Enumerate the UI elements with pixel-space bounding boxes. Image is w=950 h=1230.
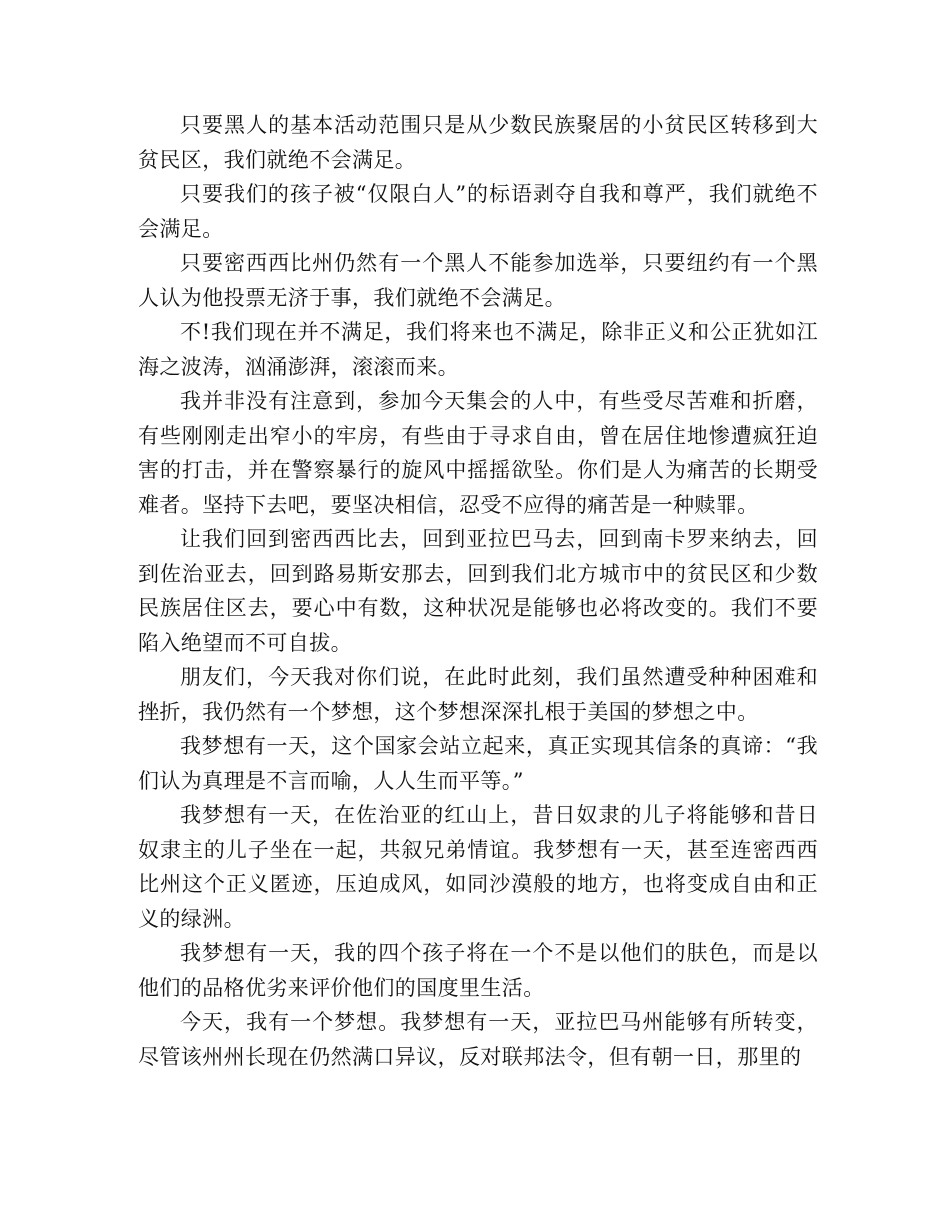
paragraph: 朋友们，今天我对你们说，在此时此刻，我们虽然遭受种种困难和挫折，我仍然有一个梦想，这个梦想深深扎根于美国的梦想之中。 bbox=[138, 665, 818, 724]
document-body bbox=[138, 108, 818, 1074]
paragraph: 不!我们现在并不满足，我们将来也不满足，除非正义和公正犹如江海之波涛，汹涌澎湃，滚滚而来。 bbox=[138, 320, 818, 379]
paragraph: 让我们回到密西西比去，回到亚拉巴马去，回到南卡罗来纳去，回到佐治亚去，回到路易斯安那去，回到我们北方城市中的贫民区和少数民族居住区去，要心中有数，这种状况是能够也必将改变的。我们不要陷入绝望而不可自拔。 bbox=[138, 527, 818, 655]
paragraph: 只要黑人的基本活动范围只是从少数民族聚居的小贫民区转移到大贫民区，我们就绝不会满足。 bbox=[138, 113, 818, 172]
paragraph: 我梦想有一天，这个国家会站立起来，真正实现其信条的真谛：“我们认为真理是不言而喻，人人生而平等。” bbox=[138, 734, 818, 793]
paragraph: 我梦想有一天，我的四个孩子将在一个不是以他们的肤色，而是以他们的品格优劣来评价他们的国度里生活。 bbox=[138, 941, 818, 1000]
paragraph: 今天，我有一个梦想。我梦想有一天，亚拉巴马州能够有所转变，尽管该州州长现在仍然满口异议，反对联邦法令，但有朝一日，那里的 bbox=[138, 1010, 818, 1069]
paragraph: 只要密西西比州仍然有一个黑人不能参加选举，只要纽约有一个黑人认为他投票无济于事，我们就绝不会满足。 bbox=[138, 251, 818, 310]
paragraph: 我并非没有注意到，参加今天集会的人中，有些受尽苦难和折磨，有些刚刚走出窄小的牢房，有些由于寻求自由，曾在居住地惨遭疯狂迫害的打击，并在警察暴行的旋风中摇摇欲坠。你们是人为痛苦的长期受难者。坚持下去吧，要坚决相信，忍受不应得的痛苦是一种赎罪。 bbox=[138, 389, 818, 517]
paragraph: 只要我们的孩子被“仅限白人”的标语剥夺自我和尊严，我们就绝不会满足。 bbox=[138, 182, 818, 241]
paragraph: 我梦想有一天，在佐治亚的红山上，昔日奴隶的儿子将能够和昔日奴隶主的儿子坐在一起，共叙兄弟情谊。我梦想有一天，甚至连密西西比州这个正义匿迹，压迫成风，如同沙漠般的地方，也将变成自由和正义的绿洲。 bbox=[138, 803, 818, 931]
